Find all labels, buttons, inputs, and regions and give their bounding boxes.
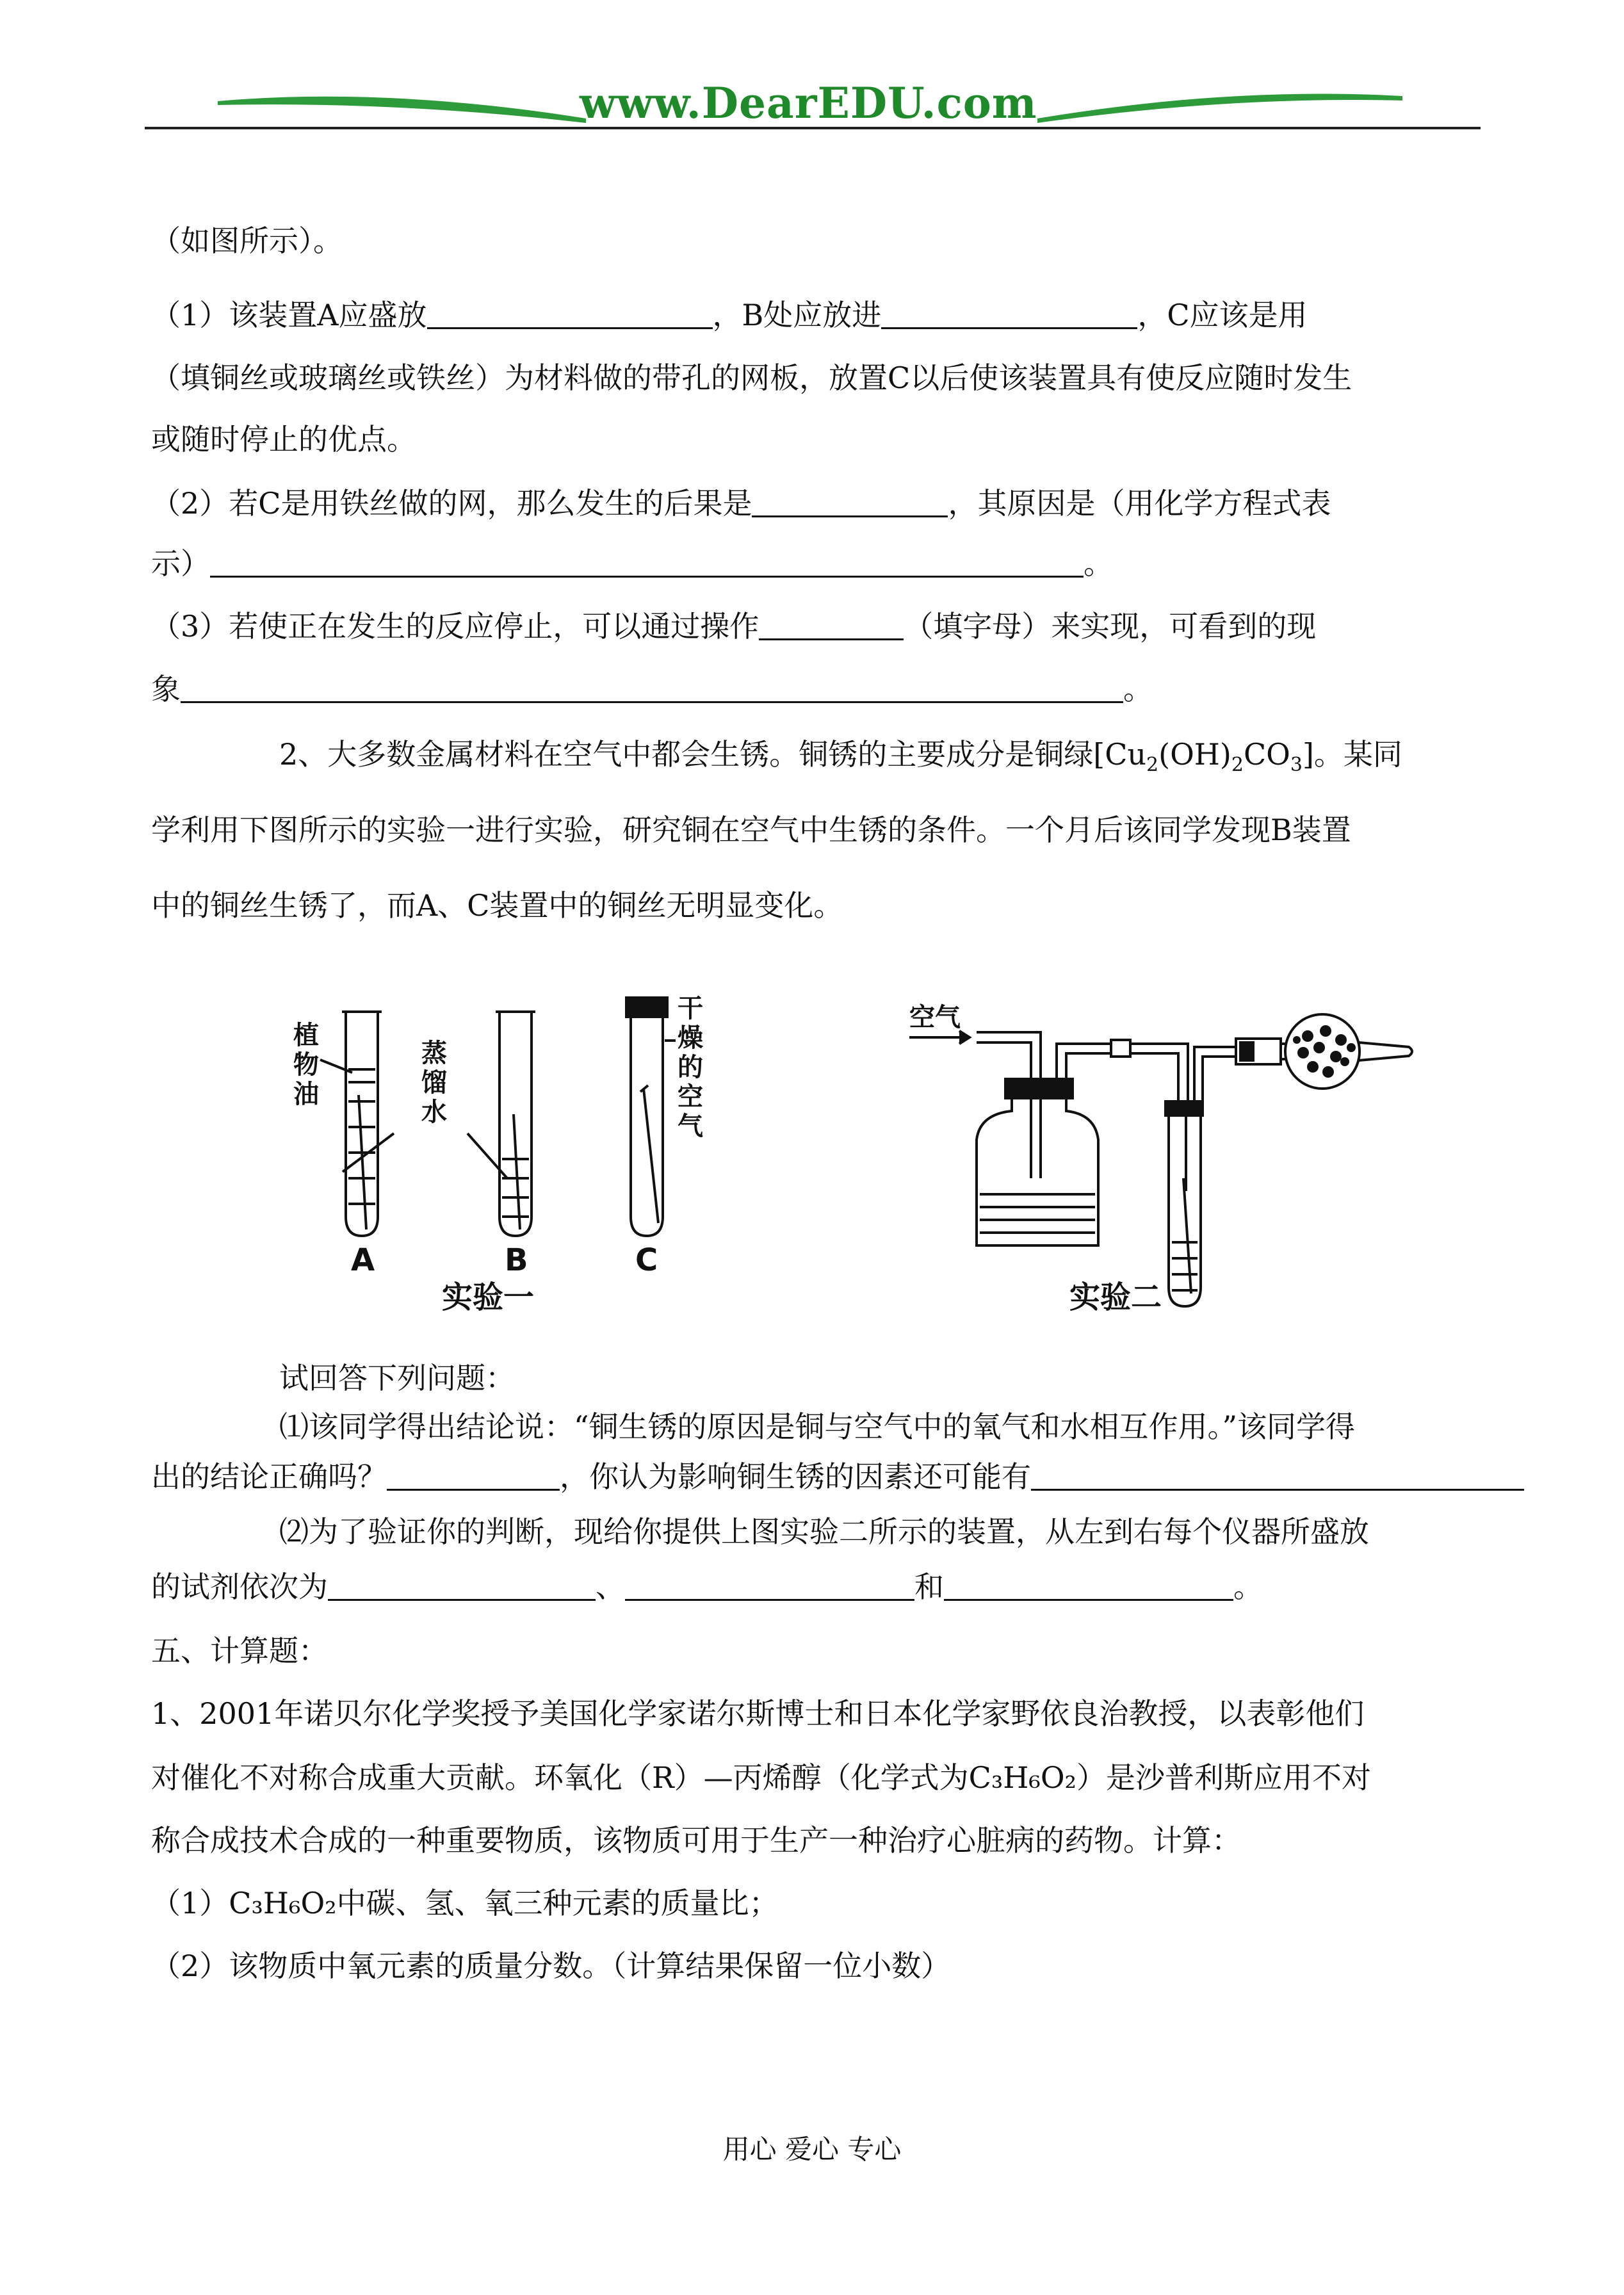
test-tube-a (346, 1012, 378, 1236)
page-footer: 用心 爱心 专心 (722, 2134, 902, 2165)
tube-c-label: C (635, 1242, 658, 1278)
text-span: 。 (1084, 546, 1113, 581)
text-line: 1、2001年诺贝尔化学奖授予美国化学家诺尔斯博士和日本化学家野依良治教授，以表彰他们 (151, 1696, 1365, 1731)
subscript: 2 (1146, 754, 1159, 776)
answer-blank-reagent-2[interactable] (625, 1573, 914, 1601)
text-span: （2）若C是用铁丝做的网，那么发生的后果是 (151, 486, 752, 521)
text-line: （1）C₃H₆O₂中碳、氢、氧三种元素的质量比； (151, 1886, 779, 1920)
experiment-one-figure (282, 986, 743, 1319)
text-span: （1）该装置A应盛放 (151, 298, 427, 332)
gas-washing-bottle (1005, 1079, 1073, 1098)
text-span: 和 (914, 1569, 944, 1604)
text-line: ⑵为了验证你的判断，现给你提供上图实验二所示的装置，从左到右每个仪器所盛放 (279, 1514, 1369, 1549)
label-dry-air-1: 干 (678, 994, 703, 1023)
test-tube-b (499, 1012, 532, 1236)
header-rule (145, 127, 1481, 129)
problem-2-line (279, 735, 1402, 774)
text-span: 示） (151, 546, 210, 581)
text-span: 出的结论正确吗？ (151, 1459, 387, 1494)
label-water-1: 蒸 (421, 1039, 447, 1068)
text-line: 对催化不对称合成重大贡献。环氧化（R）—丙烯醇（化学式为C₃H₆O₂）是沙普利斯应用不对 (151, 1760, 1371, 1795)
answer-blank-phenomenon[interactable] (181, 676, 1123, 703)
text-span: CO (1243, 737, 1290, 772)
text-span: 。 (1233, 1569, 1263, 1604)
text-line: （如图所示）。 (151, 223, 343, 258)
label-oil-1: 植 (293, 1021, 319, 1050)
text-span: 2、大多数金属材料在空气中都会生锈。铜锈的主要成分是铜绿[Cu (279, 737, 1147, 772)
question-3-phenomenon-line (151, 670, 1153, 708)
text-span: 象 (151, 672, 181, 706)
tube-a-label: A (351, 1242, 375, 1278)
question-conclusion-line (151, 1457, 1524, 1496)
text-line: 称合成技术合成的一种重要物质，该物质可用于生产一种治疗心脏病的药物。计算： (151, 1823, 1241, 1858)
subscript: 3 (1290, 754, 1303, 776)
text-line: 试回答下列问题： (279, 1361, 515, 1395)
text-span: ，B处应放进 (712, 298, 882, 332)
answer-blank-consequence[interactable] (752, 490, 948, 517)
text-span: ，C应该是用 (1137, 298, 1308, 332)
answer-blank-a[interactable] (427, 302, 713, 329)
text-span: ，其原因是（用化学方程式表 (948, 486, 1331, 521)
label-dry-air-4: 空 (678, 1082, 703, 1112)
text-span: （3）若使正在发生的反应停止，可以通过操作 (151, 609, 759, 644)
question-reagents-line (151, 1568, 1263, 1606)
answer-blank-reagent-3[interactable] (944, 1573, 1233, 1601)
text-line: 中的铜丝生锈了，而A、C装置中的铜丝无明显变化。 (151, 888, 843, 923)
header-swoosh-right (1037, 83, 1402, 128)
text-span: 的试剂依次为 (151, 1569, 328, 1604)
question-1-line (151, 296, 1308, 334)
air-label: 空气 (909, 1003, 961, 1032)
text-span: ]。某同 (1302, 737, 1402, 772)
label-water-2: 馏 (421, 1068, 447, 1098)
experiment-one-caption: 实验一 (442, 1279, 535, 1315)
text-span: （填字母）来实现，可看到的现 (904, 609, 1317, 644)
answer-blank-operation[interactable] (759, 613, 904, 640)
text-span: (OH) (1158, 737, 1231, 772)
label-dry-air-3: 的 (678, 1053, 703, 1082)
answer-blank-correct[interactable] (387, 1463, 560, 1491)
answer-blank-b[interactable] (881, 302, 1137, 329)
label-oil-2: 物 (293, 1050, 319, 1080)
section-title: 五、计算题： (151, 1634, 328, 1668)
label-dry-air-2: 燥 (678, 1023, 703, 1053)
experiment-two-caption: 实验二 (1069, 1279, 1162, 1315)
header-swoosh-left (218, 83, 589, 128)
text-span: 、 (596, 1569, 625, 1604)
subscript: 2 (1231, 754, 1244, 776)
text-line: 或随时停止的优点。 (151, 422, 416, 457)
question-2-equation-line (151, 544, 1113, 583)
question-3-line (151, 607, 1316, 645)
text-span: ，你认为影响铜生锈的因素还可能有 (560, 1459, 1031, 1494)
text-line: 学利用下图所示的实验一进行实验，研究铜在空气中生锈的条件。一个月后该同学发现B装置 (151, 813, 1351, 847)
tube-b-label: B (505, 1242, 528, 1278)
text-line: （填铜丝或玻璃丝或铁丝）为材料做的带孔的网板，放置C以后使该装置具有使反应随时发生 (151, 361, 1352, 395)
question-2-line (151, 484, 1331, 523)
label-water-3: 水 (421, 1098, 447, 1127)
answer-blank-equation[interactable] (210, 550, 1084, 578)
header-logo-text: www.DearEDU.com (580, 78, 1037, 128)
text-span: 。 (1123, 672, 1153, 706)
text-line: ⑴该同学得出结论说：“铜生锈的原因是铜与空气中的氧气和水相互作用。”该同学得 (279, 1409, 1356, 1444)
label-oil-3: 油 (293, 1080, 319, 1109)
experiment-two-figure (903, 986, 1454, 1319)
text-line: （2）该物质中氧元素的质量分数。（计算结果保留一位小数） (151, 1949, 951, 1983)
answer-blank-factor[interactable] (1031, 1463, 1524, 1491)
label-dry-air-5: 气 (678, 1112, 703, 1141)
answer-blank-reagent-1[interactable] (328, 1573, 596, 1601)
